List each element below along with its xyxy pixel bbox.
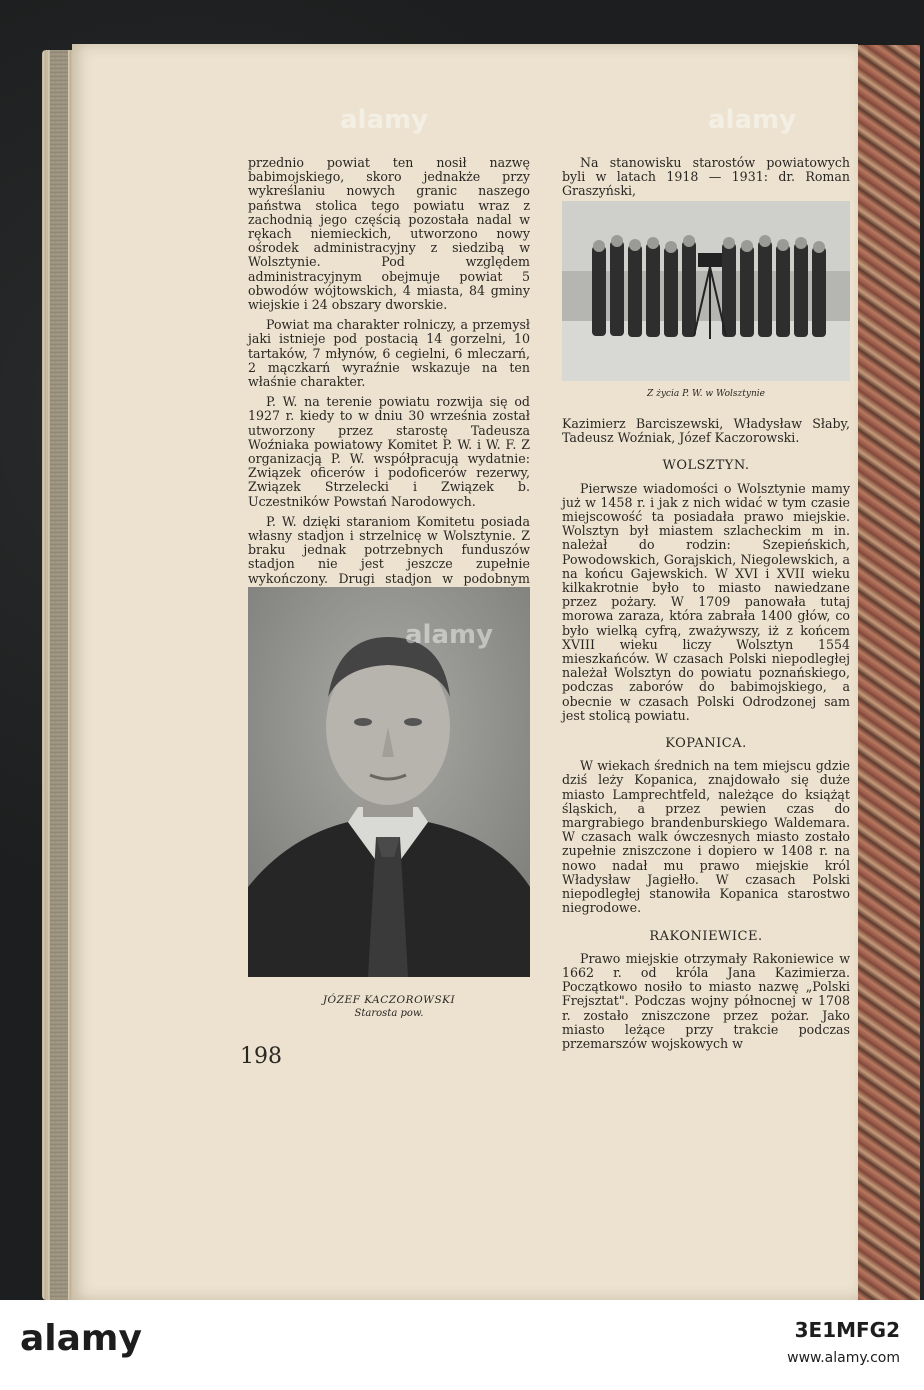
right-column-body: [562, 417, 850, 1057]
watermark: alamy: [340, 105, 429, 135]
section-heading-rakoniewice: RAKONIEWICE.: [649, 928, 763, 944]
portrait-caption-name: JÓZEF KACZOROWSKI: [322, 994, 456, 1006]
group-photo: [562, 201, 850, 381]
stock-url: www.alamy.com: [787, 1350, 900, 1366]
section-text-wolsztyn: Pierwsze wiadomości o Wolsztynie mamy już w 1458 r. i jak z nich widać w tym czasie miejscowość ta posiadała prawo miejskie. Wolsztyn był miastem szlacheckim m in. należał do rodzin: Szepieńskich, Powodowskich, Gorajskich, Niegolewskich, a na końcu Gajewskich. W XVI i XVII wieku kilkakrotnie było to miasto nawiedzane przez pożary. W 1709 panowała tutaj morowa zaraza, która zabrała 1400 głów, co było wielką cyfrą, zważywszy, iż z końcem XVIII wieku liczy Wolsztyn 1554 mieszkańców. W czasach Polski niepodległej należał Wolsztyn do powiatu poznańskiego, podczas zaborów do babimojskiego, a obecnie w czasach Polski Odrodzonej sam jest stolicą powiatu.: [562, 480, 850, 723]
paragraph: Na stanowisku starostów powiatowych byli w latach 1918 — 1931: dr. Roman Graszyński,: [562, 155, 850, 199]
paragraph: P. W. na terenie powiatu rozwija się od 1927 r. kiedy to w dniu 30 września został utworzony przez starostę Tadeusza Woźniaka powiatowy Komitet P. W. i W. F. Z organizacją P. W. współpracują wydatnie: Związek oficerów i podoficerów rezerwy, Związek Strzelecki i Związek b. Uczestników Powstań Narodowych.: [248, 394, 530, 509]
stock-logo: alamy: [20, 1318, 142, 1359]
portrait-caption-title: Starosta pow.: [354, 1008, 424, 1019]
paragraph: P. W. dzięki staraniom Komitetu posiada własny stadjon i strzelnicę w Wolsztynie. Z braku jednak potrzebnych funduszów stadjon nie jest jeszcze zupełnie wykończony. Drugi stadjon w podobnym: [248, 513, 530, 586]
left-column: [248, 156, 530, 635]
page-number: 198: [240, 1044, 282, 1069]
section-heading-kopanica: KOPANICA.: [665, 736, 747, 752]
book-page: [72, 44, 858, 1300]
paragraph: przednio powiat ten nosił nazwę babimojskiego, skoro jednakże przy wykreślaniu nowych granic naszego państwa stolica tego powiatu wraz z zachodnią jego częścią pozostała nadal w rękach niemieckich, utworzono nowy ośrodek administracyjny z siedzibą w Wolsztynie. Pod względem administracyjnym obejmuje powiat 5 obwodów wójtowskich, 4 miasta, 84 gminy wiejskie i 24 obszary dworskie.: [248, 155, 530, 313]
watermark: alamy: [708, 105, 797, 135]
paragraph: Powiat ma charakter rolniczy, a przemysł jaki istnieje pod postacią 14 gorzelni, 10 tartaków, 7 młynów, 6 cegielni, 6 mleczarń, 2 mączkarń wyraźnie wskazuje na ten właśnie charakter.: [248, 317, 530, 390]
right-column-intro: [562, 156, 850, 205]
book-spine: [50, 50, 68, 1300]
section-heading-wolsztyn: WOLSZTYN.: [662, 458, 750, 474]
watermark: alamy: [405, 620, 494, 650]
group-photo-image: [562, 201, 850, 381]
section-text-kopanica: W wiekach średnich na tem miejscu gdzie dziś leży Kopanica, znajdowało się duże miasto Lamprechtfeld, należące do książąt śląskich, a przez pewien czas do margrabiego brandenburskiego Waldemara. W czasach walk ówczesnych miasto zostało zupełnie zniszczone i dopiero w 1408 r. na nowo nadał mu prawo miejskie król Władysław Jagiełło. W czasach Polski niepodległej stanowiła Kopanica starostwo niegrodowe.: [562, 758, 850, 916]
section-text-rakoniewice: Prawo miejskie otrzymały Rakoniewice w 1662 r. od króla Jana Kazimierza. Początkowo nosiło to miasto nazwę „Polski Frejsztat". Podczas wojny północnej w 1708 r. zostało zniszczone przez pożar. Jako miasto leżące przy trakcie podczas przemarszów wojskowych w: [562, 950, 850, 1051]
group-photo-caption: Z życia P. W. w Wolsztynie: [646, 389, 765, 399]
paragraph: Kazimierz Barciszewski, Władysław Słaby, Tadeusz Woźniak, Józef Kaczorowski.: [562, 416, 850, 446]
stock-image-id: 3E1MFG2: [794, 1318, 900, 1342]
marbled-edge: [855, 45, 920, 1300]
